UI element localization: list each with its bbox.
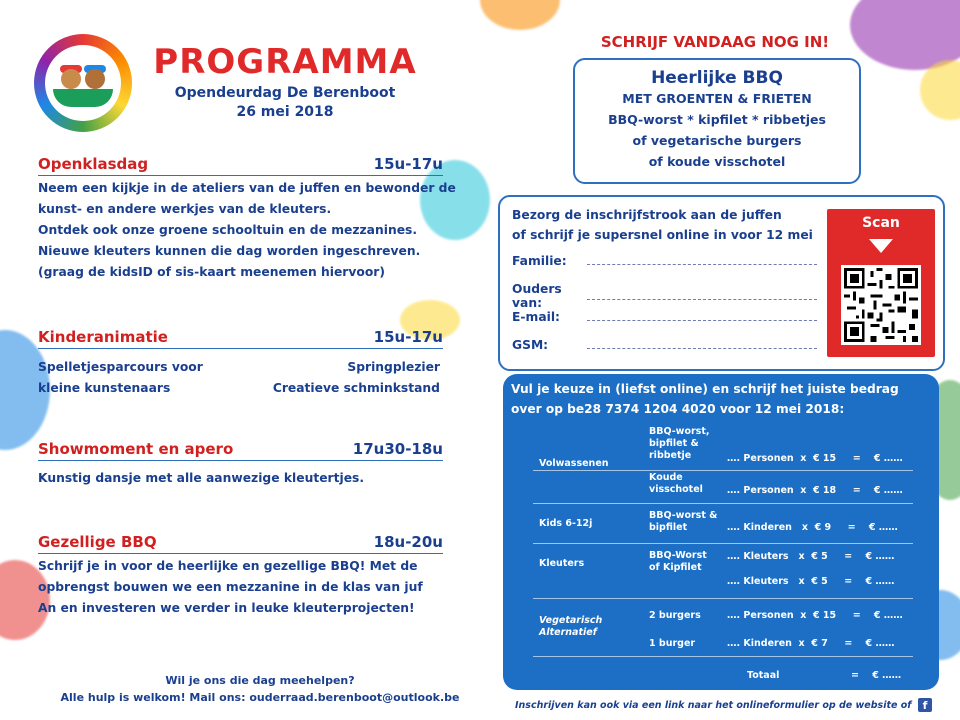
order-intro-line: Vul je keuze in (liefst online) en schrijf het juiste bedrag bbox=[511, 382, 899, 396]
bbq-line: BBQ-worst * kipfilet * ribbetjes bbox=[608, 112, 826, 127]
item-label: BBQ-worst & bipfilet bbox=[649, 510, 718, 533]
section-time: 18u-20u bbox=[373, 533, 443, 551]
event-name: Opendeurdag De Berenboot bbox=[174, 85, 396, 101]
qr-code-icon[interactable] bbox=[841, 265, 921, 345]
form-intro-line: Bezorg de inschrijfstrook aan de juffen bbox=[512, 208, 782, 222]
bear bbox=[61, 69, 81, 89]
form-intro bbox=[512, 205, 822, 245]
bbq-line: MET GROENTEN & FRIETEN bbox=[622, 91, 812, 106]
event-date: 26 mei 2018 bbox=[236, 104, 334, 120]
event-subtitle bbox=[150, 84, 420, 122]
order-intro-line: over op be28 7374 1204 4020 voor 12 mei 2018: bbox=[511, 402, 845, 416]
bbq-menu-box bbox=[573, 58, 861, 184]
help-footer bbox=[40, 672, 480, 706]
paint-splash bbox=[480, 0, 560, 30]
email-field[interactable] bbox=[512, 310, 817, 324]
field-input-line[interactable] bbox=[587, 320, 817, 321]
field-input-line[interactable] bbox=[587, 348, 817, 349]
body-line: Ontdek ook onze groene schooltuin en de mezzanines. bbox=[38, 223, 418, 237]
help-contact[interactable]: Alle hulp is welkom! Mail ons: ouderraad.berenboot@outlook.be bbox=[60, 691, 460, 704]
field-input-line[interactable] bbox=[587, 299, 817, 300]
section-title: Openklasdag bbox=[38, 155, 149, 173]
bbq-title: Heerlijke BBQ bbox=[651, 68, 783, 88]
item-label: Koude visschotel bbox=[649, 472, 703, 495]
calc-line[interactable]: …. Kinderen x € 7 = € …… bbox=[727, 638, 895, 649]
calc-line[interactable]: …. Personen x € 15 = € …… bbox=[727, 610, 903, 621]
body-line: Neem een kijkje in de ateliers van de juffen en bewonder de bbox=[38, 181, 456, 195]
school-logo bbox=[34, 34, 132, 132]
activity: kleine kunstenaars bbox=[38, 381, 171, 395]
section-openklasdag-header bbox=[38, 155, 443, 176]
body-line: (graag de kidsID of sis-kaart meenemen hiervoor) bbox=[38, 265, 385, 279]
section-showmoment-body bbox=[38, 468, 468, 489]
signup-cta: SCHRIJF VANDAAG NOG IN! bbox=[600, 33, 830, 51]
item-label: 1 burger bbox=[649, 638, 696, 649]
table-row bbox=[533, 470, 913, 504]
body-line: opbrengst bouwen we een mezzanine in de klas van juf bbox=[38, 580, 423, 594]
ouders-field[interactable] bbox=[512, 282, 817, 310]
body-line: kunst- en andere werkjes van de kleuters. bbox=[38, 202, 332, 216]
body-line: Schrijf je in voor de heerlijke en gezellige BBQ! Met de bbox=[38, 559, 418, 573]
field-label: GSM: bbox=[512, 338, 549, 352]
qr-scan-panel[interactable] bbox=[827, 209, 935, 357]
order-intro bbox=[511, 379, 931, 419]
activity: Creatieve schminkstand bbox=[272, 381, 440, 395]
section-time: 15u-17u bbox=[373, 155, 443, 173]
calc-line[interactable]: …. Kleuters x € 5 = € …… bbox=[727, 576, 895, 587]
section-kinderanimatie-header bbox=[38, 328, 443, 349]
bbq-line: of koude visschotel bbox=[648, 154, 786, 169]
section-time: 15u-17u bbox=[373, 328, 443, 346]
page-title: PROGRAMMA bbox=[153, 42, 417, 82]
group-label: Vegetarisch Alternatief bbox=[539, 615, 603, 638]
body-line: Kunstig dansje met alle aanwezige kleutertjes. bbox=[38, 471, 365, 485]
calc-line[interactable]: …. Personen x € 18 = € …… bbox=[727, 485, 903, 496]
section-time: 17u30-18u bbox=[352, 440, 443, 458]
activity: Spelletjesparcours voor bbox=[38, 360, 203, 374]
group-label: Volwassenen bbox=[539, 458, 609, 469]
activity-row bbox=[38, 357, 440, 378]
scan-label: Scan bbox=[862, 215, 900, 231]
bbq-line: of vegetarische burgers bbox=[632, 133, 802, 148]
table-row bbox=[533, 543, 913, 599]
calc-line[interactable]: …. Kinderen x € 9 = € …… bbox=[727, 522, 898, 533]
facebook-icon[interactable]: f bbox=[918, 698, 932, 712]
calc-line[interactable]: …. Kleuters x € 5 = € …… bbox=[727, 551, 895, 562]
familie-field[interactable] bbox=[512, 254, 817, 268]
field-label: Ouders van: bbox=[512, 282, 562, 310]
field-label: E-mail: bbox=[512, 310, 560, 324]
item-label: BBQ-worst, bipfilet & ribbetje bbox=[649, 426, 710, 461]
section-showmoment-header bbox=[38, 440, 443, 461]
order-form bbox=[503, 374, 939, 690]
section-title: Gezellige BBQ bbox=[38, 533, 157, 551]
group-label: Kleuters bbox=[539, 558, 585, 569]
group-label: Kids 6-12j bbox=[539, 518, 593, 529]
total-calc[interactable]: = € …… bbox=[851, 670, 902, 681]
section-kinderanimatie-body bbox=[38, 357, 468, 399]
activity-row bbox=[38, 378, 440, 399]
registration-form bbox=[498, 195, 945, 371]
boat bbox=[53, 89, 113, 107]
online-signup-note: Inschrijven kan ook via een link naar het onlineformulier op de website of bbox=[515, 700, 912, 711]
section-title: Showmoment en apero bbox=[38, 440, 234, 458]
form-intro-line: of schrijf je supersnel online in voor 12 mei bbox=[512, 228, 813, 242]
calc-line[interactable]: …. Personen x € 15 = € …… bbox=[727, 453, 903, 464]
section-openklasdag-body bbox=[38, 178, 468, 283]
section-bbq-body bbox=[38, 556, 468, 619]
item-label: BBQ-Worst of Kipfilet bbox=[649, 550, 707, 573]
section-bbq-header bbox=[38, 533, 443, 554]
activity: Springplezier bbox=[347, 360, 440, 374]
table-row bbox=[533, 422, 913, 471]
total-label: Totaal bbox=[747, 670, 780, 681]
body-line: An en investeren we verder in leuke kleuterprojecten! bbox=[38, 601, 415, 615]
bears-in-boat-image bbox=[45, 45, 121, 121]
arrow-down-icon bbox=[869, 239, 893, 253]
bear bbox=[85, 69, 105, 89]
gsm-field[interactable] bbox=[512, 338, 817, 352]
table-row bbox=[533, 503, 913, 544]
field-input-line[interactable] bbox=[587, 264, 817, 265]
item-label: 2 burgers bbox=[649, 610, 701, 621]
body-line: Nieuwe kleuters kunnen die dag worden ingeschreven. bbox=[38, 244, 421, 258]
field-label: Familie: bbox=[512, 254, 567, 268]
help-question: Wil je ons die dag meehelpen? bbox=[165, 674, 355, 687]
section-title: Kinderanimatie bbox=[38, 328, 168, 346]
table-row bbox=[533, 598, 913, 657]
